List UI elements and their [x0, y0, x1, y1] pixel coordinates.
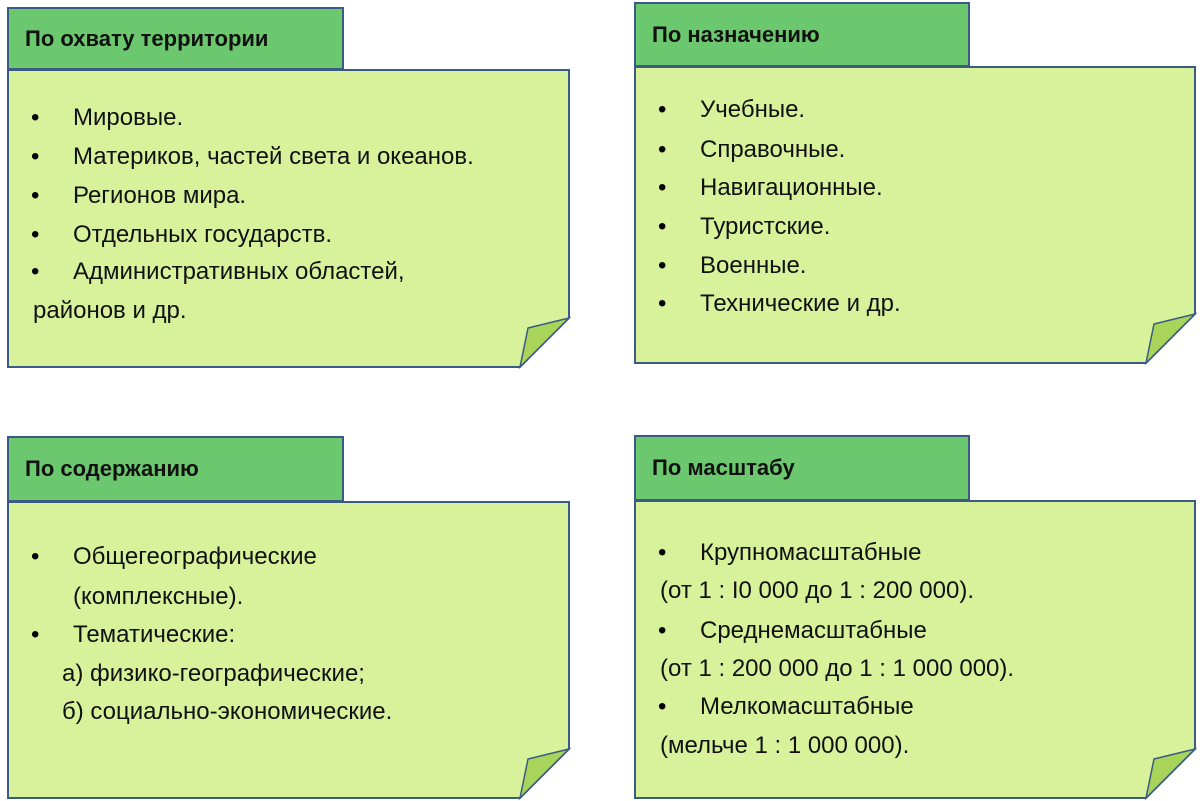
- bullet-icon: •: [658, 174, 667, 201]
- bullet-icon: •: [658, 539, 667, 566]
- list-item-continuation: (от 1 : I0 000 до 1 : 200 000).: [660, 577, 975, 604]
- list-item-continuation: (от 1 : 200 000 до 1 : 1 000 000).: [660, 655, 1015, 682]
- list-item: Навигационные.: [700, 174, 883, 201]
- bullet-icon: •: [31, 543, 40, 570]
- card-title: По содержанию: [7, 436, 344, 502]
- list-item: Мировые.: [73, 104, 184, 131]
- list-item: Туристские.: [700, 213, 831, 240]
- bullet-icon: •: [31, 104, 40, 131]
- list-item: Тематические:: [73, 621, 236, 648]
- list-item-continuation: а) физико-географические;: [62, 660, 365, 687]
- list-item-continuation: (комплексные).: [73, 583, 244, 610]
- list-item: Учебные.: [700, 96, 806, 123]
- bullet-icon: •: [658, 96, 667, 123]
- bullet-icon: •: [31, 258, 40, 285]
- card-title: По масштабу: [634, 435, 970, 501]
- list-item: Технические и др.: [700, 290, 901, 317]
- bullet-icon: •: [658, 136, 667, 163]
- list-item: Справочные.: [700, 136, 846, 163]
- list-item: Регионов мира.: [73, 182, 247, 209]
- list-item: Мелкомасштабные: [700, 693, 914, 720]
- list-item: Крупномасштабные: [700, 539, 922, 566]
- list-item: Военные.: [700, 252, 807, 279]
- list-item-continuation: б) социально-экономические.: [62, 698, 393, 725]
- bullet-icon: •: [658, 617, 667, 644]
- list-item: Среднемасштабные: [700, 617, 927, 644]
- list-item-continuation: (мельче 1 : 1 000 000).: [660, 732, 910, 759]
- list-item: Административных областей,: [73, 258, 405, 285]
- bullet-icon: •: [31, 221, 40, 248]
- bullet-icon: •: [31, 621, 40, 648]
- bullet-icon: •: [31, 182, 40, 209]
- bullet-icon: •: [658, 252, 667, 279]
- list-item: Общегеографические: [73, 543, 317, 570]
- bullet-icon: •: [31, 143, 40, 170]
- card-title: По охвату территории: [7, 7, 344, 70]
- list-item: Материков, частей света и океанов.: [73, 143, 474, 170]
- bullet-icon: •: [658, 290, 667, 317]
- list-item: Отдельных государств.: [73, 221, 332, 248]
- list-item-continuation: районов и др.: [33, 297, 187, 324]
- bullet-icon: •: [658, 213, 667, 240]
- bullet-icon: •: [658, 693, 667, 720]
- card-title: По назначению: [634, 2, 970, 67]
